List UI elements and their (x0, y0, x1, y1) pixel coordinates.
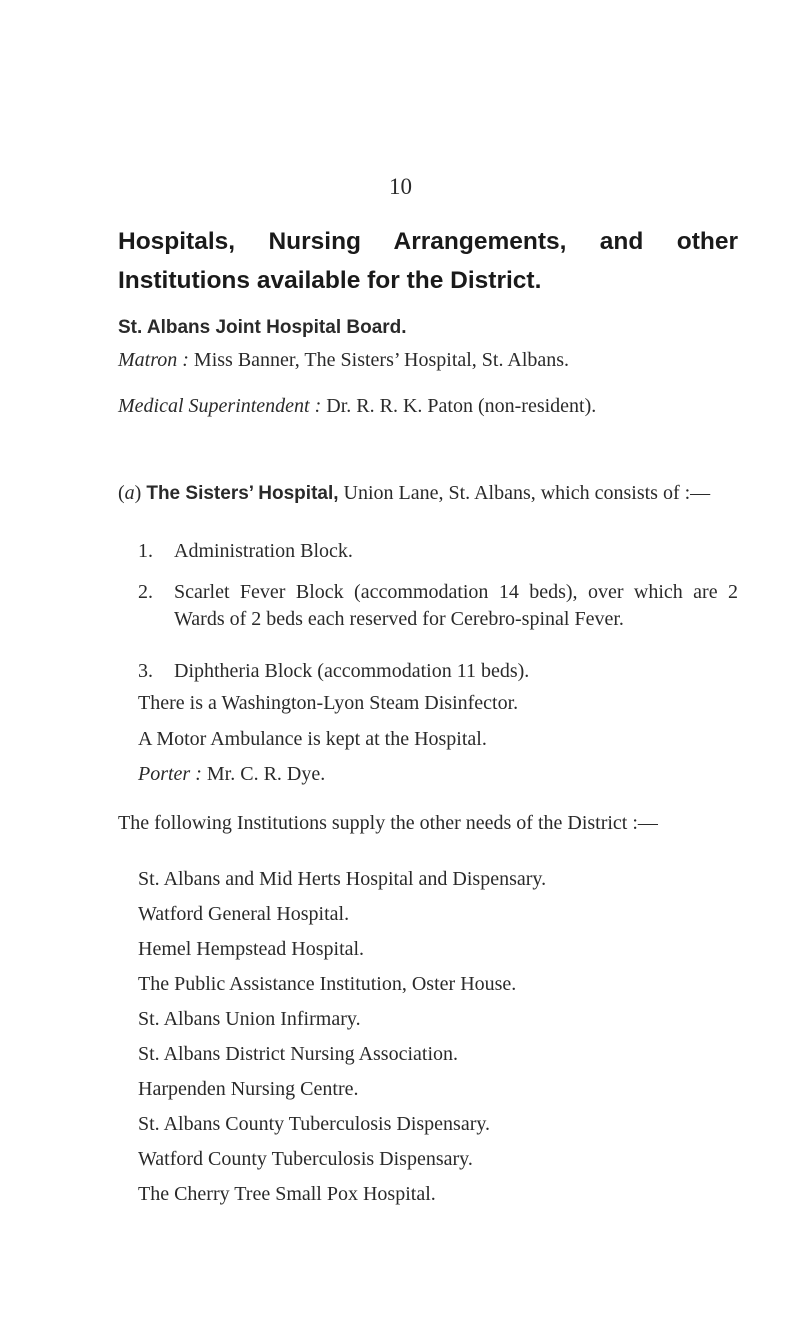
item-text: Scarlet Fever Block (accommodation 14 beds), over which are 2 Wards of 2 beds each reserved for Cerebro-spinal Fever. (174, 581, 738, 630)
superintendent-label: Medical Superintendent : (118, 395, 322, 417)
sisters-hospital-rest: Union Lane, St. Albans, which consists of :— (343, 482, 711, 504)
page-number: 10 (389, 174, 412, 199)
item-text: Diphtheria Block (accommodation 11 beds). (174, 660, 530, 682)
item-number: 3. (138, 660, 153, 682)
institution-item: Watford General Hospital. (138, 903, 350, 925)
item-number: 1. (138, 540, 153, 562)
section-letter: a (124, 482, 135, 504)
board-heading: St. Albans Joint Hospital Board. (118, 317, 407, 338)
porter-value: Mr. C. R. Dye. (206, 763, 326, 785)
institutions-intro: The following Institutions supply the other needs of the District :— (118, 812, 658, 834)
institution-item: The Public Assistance Institution, Oster House. (138, 973, 517, 995)
porter-label: Porter : (138, 763, 202, 785)
institution-item: Hemel Hempstead Hospital. (138, 938, 365, 960)
superintendent-value: Dr. R. R. K. Paton (non-resident). (326, 395, 597, 417)
institution-item: Harpenden Nursing Centre. (138, 1078, 359, 1100)
superintendent-line (118, 393, 738, 420)
item-number: 2. (138, 581, 153, 603)
ambulance-line: A Motor Ambulance is kept at the Hospital. (138, 728, 487, 750)
matron-line (118, 347, 569, 374)
institution-item: Watford County Tuberculosis Dispensary. (138, 1148, 473, 1170)
institution-item: St. Albans Union Infirmary. (138, 1008, 361, 1030)
institution-item: The Cherry Tree Small Pox Hospital. (138, 1183, 436, 1205)
item-text: Administration Block. (174, 540, 353, 562)
institution-item: St. Albans and Mid Herts Hospital and Dispensary. (138, 868, 547, 890)
institution-item: St. Albans County Tuberculosis Dispensary. (138, 1113, 491, 1135)
institution-item: St. Albans District Nursing Association. (138, 1043, 458, 1065)
porter-line (138, 761, 325, 788)
disinfector-line: There is a Washington-Lyon Steam Disinfector. (138, 692, 519, 714)
sisters-paren-open: ( (118, 482, 125, 504)
sisters-hospital-name: The Sisters’ Hospital, (146, 483, 339, 504)
matron-label: Matron : (118, 349, 189, 371)
sisters-paren-close: ) (134, 482, 142, 504)
matron-value: Miss Banner, The Sisters’ Hospital, St. Albans. (193, 349, 570, 371)
page-title: Hospitals, Nursing Arrangements, and other Institutions available for the District. (118, 228, 738, 294)
sisters-hospital-intro (118, 480, 738, 507)
